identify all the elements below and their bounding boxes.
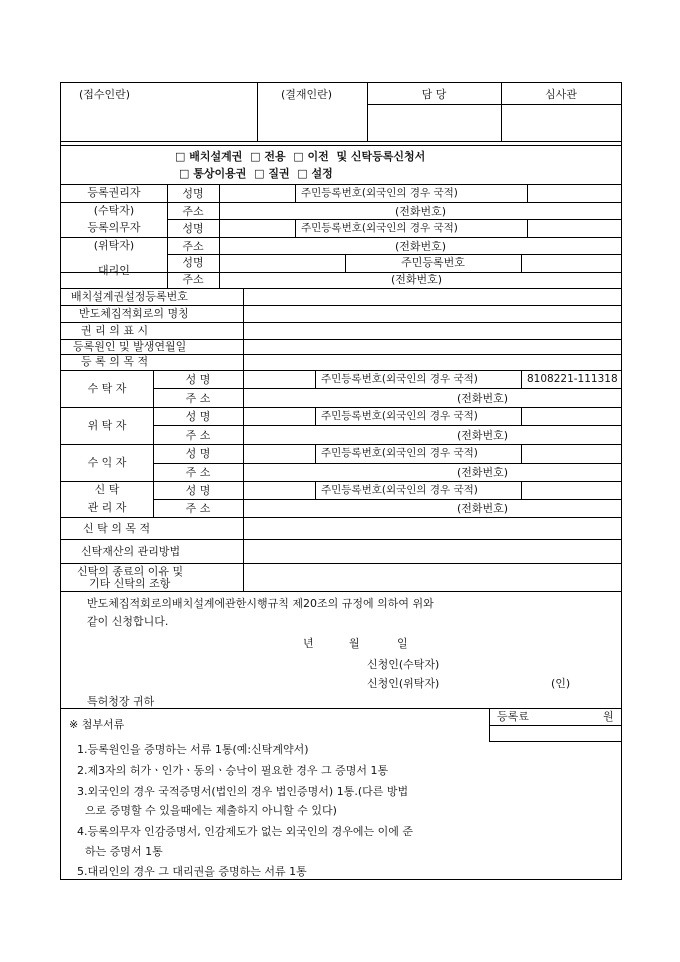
rule (61, 141, 621, 142)
address-label: 주소 (182, 273, 204, 286)
rule (521, 407, 522, 425)
declaration-line2: 같이 신청합니다. (87, 615, 169, 628)
rule (243, 370, 244, 591)
trust-end-label-2: 기타 신탁의 조항 (89, 577, 171, 590)
rule (243, 288, 244, 370)
address-label: 주소 (182, 240, 204, 253)
rrn-label: 주민등록번호(외국인의 경우 국적) (301, 187, 458, 199)
rule (61, 591, 621, 592)
address-label: 주 소 (185, 502, 211, 515)
checkbox-icon[interactable]: □ (254, 167, 265, 180)
rule (521, 444, 522, 463)
day-label: 일 (397, 637, 408, 650)
name-label: 성 명 (185, 447, 211, 460)
right-display-label: 권 리 의 표 시 (81, 324, 149, 337)
phone-label: (전화번호) (457, 429, 509, 442)
agent-label: 대리인 (98, 264, 130, 277)
address-label: 주 소 (185, 466, 211, 479)
name-label: 성명 (182, 187, 204, 200)
rule (61, 237, 621, 238)
rule (61, 563, 621, 564)
rule (61, 407, 621, 408)
rule (61, 305, 621, 306)
fee-label: 등록료 (497, 710, 529, 723)
name-label: 성 명 (185, 410, 211, 423)
rule (61, 370, 621, 371)
year-label: 년 (303, 637, 314, 650)
layout-reg-no-label: 배치설계권설정등록번호 (71, 290, 188, 303)
rule (61, 184, 621, 185)
rule (315, 370, 316, 388)
rule (315, 444, 316, 463)
rrn-label: 주민등록번호(외국인의 경우 국적) (321, 447, 478, 459)
trust-property-label: 신탁재산의 관리방법 (81, 545, 181, 558)
rule (315, 481, 316, 499)
rule (153, 499, 621, 500)
rule (489, 708, 490, 741)
name-label: 성 명 (185, 373, 211, 386)
rule (527, 219, 528, 237)
rule (61, 481, 621, 482)
attachment-item: 3.외국인의 경우 국적증명서(법인의 경우 법인증명서) 1통.(다른 방법 (77, 785, 409, 798)
attachments-heading: ※ 첨부서류 (69, 718, 125, 731)
checkbox-icon[interactable]: □ (293, 150, 304, 163)
attachment-item: 4.등록의무자 인감증명서, 인감제도가 없는 외국인의 경우에는 이에 준 (77, 825, 413, 838)
month-label: 월 (349, 637, 360, 650)
rrn-label: 주민등록번호(외국인의 경우 국적) (321, 373, 478, 385)
rule (61, 288, 621, 289)
purpose-label: 등 록 의 목 적 (81, 355, 149, 368)
trust-admin-label: 신 탁 (94, 483, 120, 496)
phone-label: (전화번호) (457, 502, 509, 515)
rule (61, 539, 621, 540)
rule (315, 407, 316, 425)
rule (153, 388, 621, 389)
rule (153, 463, 621, 464)
rule (219, 184, 220, 288)
rule (521, 254, 522, 272)
rule (167, 219, 621, 220)
phone-label: (전화번호) (395, 240, 447, 253)
rule (527, 184, 528, 202)
rule (167, 254, 621, 255)
rule (295, 219, 296, 237)
trustee-rrn-value: 8108221-111318 (527, 373, 618, 385)
circuit-name-label: 반도체집적회로의 명칭 (79, 307, 189, 320)
approval-field-label: (결재인란) (281, 88, 333, 101)
address-label: 주소 (182, 205, 204, 218)
declaration-line1: 반도체집적회로의배치설계에관한시행규칙 제20조의 규정에 의하여 위와 (87, 597, 434, 610)
applicant-trustee-label: 신청인(수탁자) (367, 658, 440, 671)
form-title-line1: □ 배치설계권 □ 전용 □ 이전 및 신탁등록신청서 (175, 150, 426, 163)
rule (153, 425, 621, 426)
attachment-item: 하는 증명서 1통 (85, 845, 163, 858)
rrn-label: 주민등록번호(외국인의 경우 국적) (321, 410, 478, 422)
rule (61, 708, 621, 709)
cause-date-label: 등록원인 및 발생연월일 (73, 340, 187, 353)
rule (61, 202, 621, 203)
attachment-item: 5.대리인의 경우 그 대리권을 증명하는 서류 1통 (77, 865, 307, 878)
rule (295, 184, 296, 202)
checkbox-icon[interactable]: □ (297, 167, 308, 180)
examiner-label: 심사관 (545, 88, 577, 101)
rrn-label: 주민등록번호(외국인의 경우 국적) (321, 484, 478, 496)
trust-end-label: 신탁의 종료의 이유 및 (77, 565, 184, 578)
rights-holder-sub-label: (수탁자) (93, 204, 135, 217)
trust-purpose-label: 신 탁 의 목 적 (83, 522, 151, 535)
rule (61, 444, 621, 445)
attachment-item: 2.제3자의 허가ㆍ인가ㆍ동의ㆍ승낙이 필요한 경우 그 증명서 1통 (77, 764, 389, 777)
rule (489, 725, 621, 726)
rule (61, 517, 621, 518)
manager-label: 담 당 (421, 88, 447, 101)
address-label: 주 소 (185, 392, 211, 405)
rule (257, 83, 258, 141)
phone-label: (전화번호) (457, 392, 509, 405)
phone-label: (전화번호) (457, 466, 509, 479)
attachment-item: 1.등록원인을 증명하는 서류 1통(예:신탁계약서) (77, 743, 309, 756)
receipt-field-label: (접수인란) (79, 88, 131, 101)
rrn-label: 주민등록번호 (401, 256, 465, 269)
trust-admin-label-2: 관 리 자 (87, 501, 127, 514)
address-label: 주 소 (185, 429, 211, 442)
name-label: 성명 (182, 256, 204, 269)
form-title-line2: □ 통상이용권 □ 질권 □ 설정 (179, 167, 333, 180)
rule (61, 322, 621, 323)
rule (521, 370, 522, 388)
checkbox-icon[interactable]: □ (250, 150, 261, 163)
checkbox-icon[interactable]: □ (175, 150, 186, 163)
name-label: 성 명 (185, 484, 211, 497)
checkbox-icon[interactable]: □ (179, 167, 190, 180)
rule (61, 145, 621, 146)
rights-holder-label: 등록권리자 (87, 186, 141, 199)
truster-label: 위 탁 자 (87, 419, 127, 432)
addressee-label: 특허청장 귀하 (87, 695, 155, 708)
rule (489, 741, 621, 742)
trust-registration-form (60, 82, 622, 880)
obligor-label: 등록의무자 (87, 221, 141, 234)
beneficiary-label: 수 익 자 (87, 456, 127, 469)
name-label: 성명 (182, 222, 204, 235)
rrn-label: 주민등록번호(외국인의 경우 국적) (301, 222, 458, 234)
attachment-item: 으로 증명할 수 있을때에는 제출하지 아니할 수 있다) (85, 804, 337, 817)
rule (521, 481, 522, 499)
phone-label: (전화번호) (391, 273, 443, 286)
rule (367, 104, 621, 105)
phone-label: (전화번호) (395, 205, 447, 218)
seal-label: (인) (551, 677, 571, 690)
trustee-label: 수 탁 자 (87, 382, 127, 395)
obligor-sub-label: (위탁자) (93, 239, 135, 252)
applicant-truster-label: 신청인(위탁자) (367, 677, 440, 690)
fee-unit: 원 (603, 710, 614, 723)
